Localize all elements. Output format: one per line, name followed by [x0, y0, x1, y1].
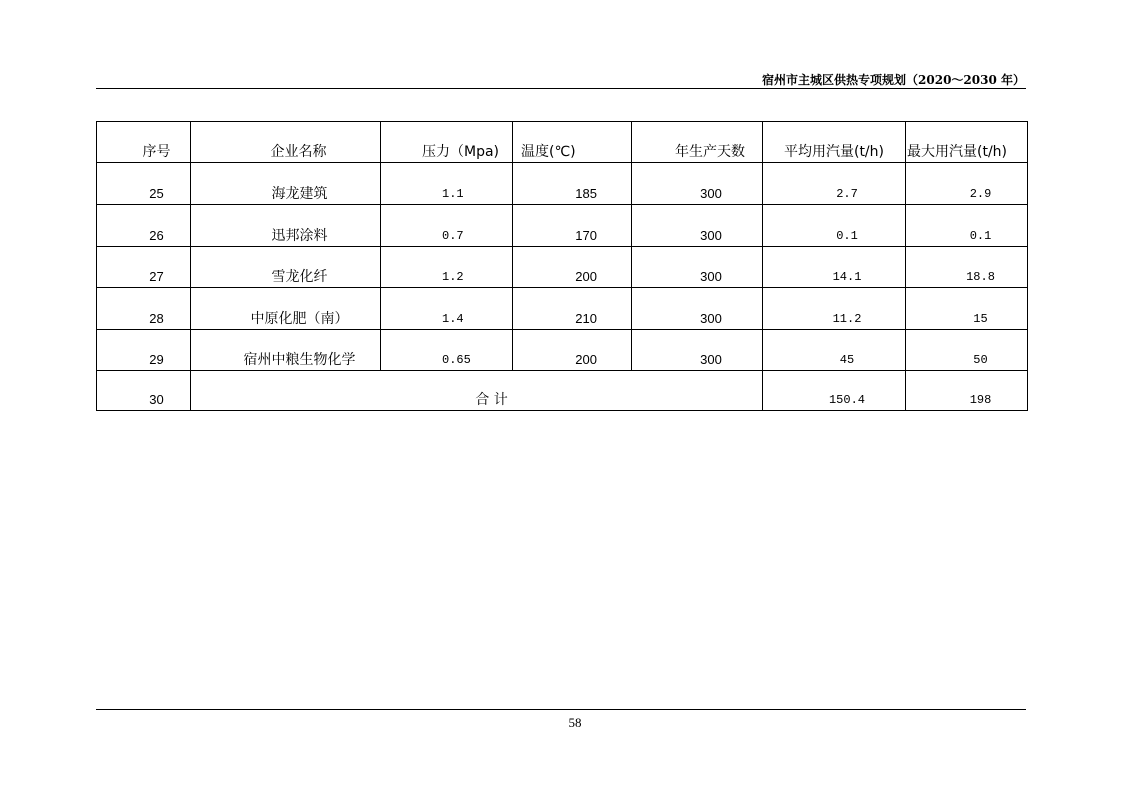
- cell-index: 29: [97, 330, 191, 371]
- table-row: [97, 330, 1028, 371]
- table-header-row: [97, 122, 1028, 163]
- cell-days: 300: [632, 163, 763, 205]
- total-label: 合 计: [191, 371, 763, 411]
- cell-company: 中原化肥（南）: [191, 288, 381, 330]
- cell-index: 26: [97, 205, 191, 247]
- cell-pressure: 0.65: [381, 330, 513, 371]
- total-max-steam: 198: [906, 371, 1028, 411]
- cell-days: 300: [632, 330, 763, 371]
- page-number: 58: [568, 715, 582, 730]
- cell-temperature: 200: [513, 247, 632, 288]
- cell-index: 25: [97, 163, 191, 205]
- table-row: [97, 205, 1028, 247]
- table-row: [97, 247, 1028, 288]
- cell-temperature: 200: [513, 330, 632, 371]
- cell-max-steam: 0.1: [906, 205, 1028, 247]
- header-rule: [96, 88, 1026, 89]
- cell-days: 300: [632, 205, 763, 247]
- running-header-title: 宿州市主城区供热专项规划（2020～2030 年）: [762, 73, 1025, 87]
- cell-company: 海龙建筑: [191, 163, 381, 205]
- table-row: [97, 163, 1028, 205]
- cell-days: 300: [632, 288, 763, 330]
- cell-company: 雪龙化纤: [191, 247, 381, 288]
- cell-avg-steam: 0.1: [763, 205, 906, 247]
- cell-company: 迅邦涂料: [191, 205, 381, 247]
- cell-max-steam: 18.8: [906, 247, 1028, 288]
- steam-demand-table: [96, 121, 1028, 411]
- column-header-pressure: 压力（Mpa): [381, 122, 513, 163]
- table-total-row: [97, 371, 1028, 411]
- cell-max-steam: 2.9: [906, 163, 1028, 205]
- column-header-temperature: 温度(℃): [513, 122, 632, 163]
- cell-temperature: 210: [513, 288, 632, 330]
- cell-index: 27: [97, 247, 191, 288]
- cell-days: 300: [632, 247, 763, 288]
- total-avg-steam: 150.4: [763, 371, 906, 411]
- cell-pressure: 1.4: [381, 288, 513, 330]
- column-header-avg-steam: 平均用汽量(t/h): [763, 122, 906, 163]
- column-header-company: 企业名称: [191, 122, 381, 163]
- cell-index: 28: [97, 288, 191, 330]
- cell-index: 30: [97, 371, 191, 411]
- cell-company: 宿州中粮生物化学: [191, 330, 381, 371]
- cell-temperature: 185: [513, 163, 632, 205]
- cell-max-steam: 50: [906, 330, 1028, 371]
- cell-avg-steam: 11.2: [763, 288, 906, 330]
- cell-avg-steam: 14.1: [763, 247, 906, 288]
- cell-temperature: 170: [513, 205, 632, 247]
- column-header-days: 年生产天数: [632, 122, 763, 163]
- footer-rule: [96, 709, 1026, 710]
- cell-max-steam: 15: [906, 288, 1028, 330]
- column-header-max-steam: 最大用汽量(t/h): [906, 122, 1028, 163]
- cell-pressure: 1.2: [381, 247, 513, 288]
- column-header-index: 序号: [97, 122, 191, 163]
- cell-avg-steam: 45: [763, 330, 906, 371]
- table-row: [97, 288, 1028, 330]
- cell-avg-steam: 2.7: [763, 163, 906, 205]
- cell-pressure: 1.1: [381, 163, 513, 205]
- cell-pressure: 0.7: [381, 205, 513, 247]
